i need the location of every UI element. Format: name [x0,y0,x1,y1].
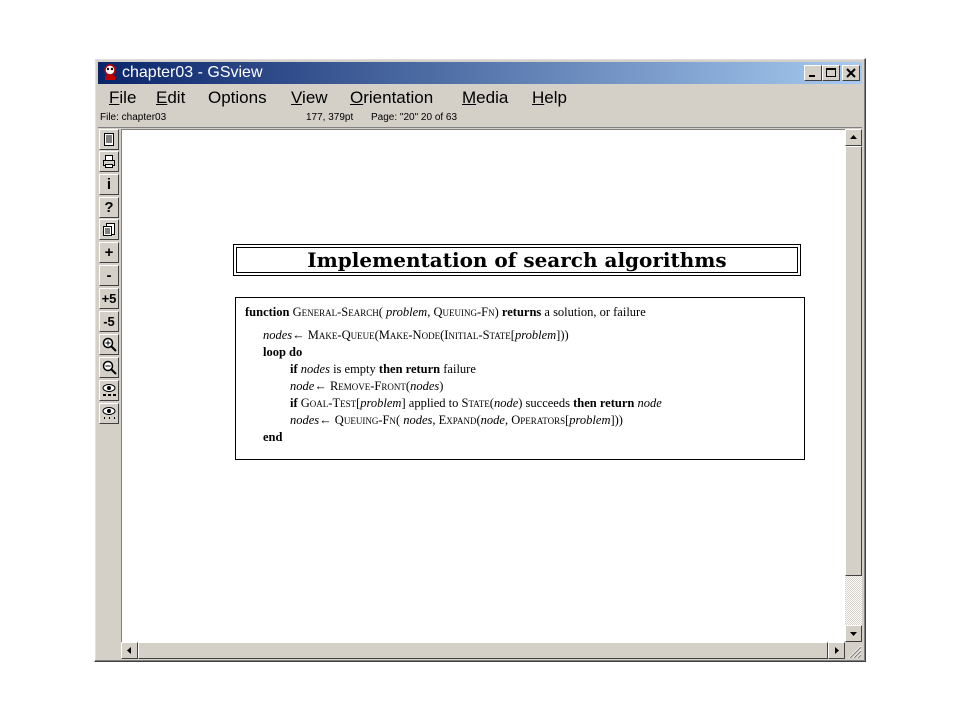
document-viewport[interactable] [121,129,845,642]
scroll-left-button[interactable] [121,642,138,659]
arrow-right-icon [829,643,844,658]
find-text-button[interactable] [99,380,119,401]
vertical-scrollbar[interactable] [845,129,862,642]
minus5-button[interactable]: -5 [99,311,119,332]
algo-line-8: end [263,430,283,444]
close-button[interactable] [842,65,860,81]
gsview-window [94,58,866,662]
status-file: File: chapter03 [100,112,167,123]
status-bar [98,112,862,126]
help-button[interactable]: ? [99,197,119,218]
find-next-button[interactable] [99,403,119,424]
algo-line-5: node← Remove-Front(nodes) [290,379,444,393]
algo-line-6: if Goal-Test[problem] applied to State(node) succeeds then return node [290,396,662,410]
scroll-right-button[interactable] [828,642,845,659]
vertical-scroll-thumb[interactable] [845,146,862,576]
zoom-out-icon [102,360,117,375]
arrow-down-icon [846,626,861,641]
title-bar[interactable] [98,62,862,84]
menu-file[interactable]: File [109,88,137,107]
menu-media[interactable]: Media [462,88,509,107]
button-bar [98,129,120,659]
next-page-button[interactable]: + [99,242,119,263]
algo-line-2: nodes← Make-Queue(Make-Node(Initial-State[problem])) [263,328,569,342]
zoom-out-button[interactable] [99,357,119,378]
horizontal-scrollbar[interactable] [121,642,845,659]
open-icon [102,132,116,147]
algo-line-4: if nodes is empty then return failure [290,362,476,376]
open-button[interactable] [99,129,119,150]
close-icon [843,66,859,80]
scroll-down-button[interactable] [845,625,862,642]
scroll-up-button[interactable] [845,129,862,146]
maximize-button[interactable] [822,65,840,81]
arrow-left-icon [122,643,137,658]
status-page: Page: "20" 20 of 63 [371,112,458,123]
size-grip[interactable] [845,642,862,659]
find-next-icon [102,406,117,421]
print-icon [102,154,116,169]
menu-help[interactable]: Help [532,88,567,107]
algo-line-1: function General-Search( problem, Queuing-Fn) returns a solution, or failure [245,305,646,319]
slide-title-box [233,244,801,276]
horizontal-scroll-thumb[interactable] [138,642,828,659]
status-coords: 177, 379pt [306,112,354,123]
print-button[interactable] [99,151,119,172]
minimize-icon [805,66,821,80]
info-button[interactable]: i [99,174,119,195]
algo-line-7: nodes← Queuing-Fn( nodes, Expand(node, Operators[problem])) [290,413,623,427]
window-title: chapter03 - GSview [122,64,263,81]
plus5-button[interactable]: +5 [99,288,119,309]
gsview-app-icon [102,64,118,81]
copy-icon [102,222,116,237]
menu-orientation[interactable]: Orientation [350,88,434,107]
copy-button[interactable] [99,219,119,240]
menu-bar [98,85,862,111]
resize-grip-icon [845,642,862,659]
menu-options[interactable]: Options [208,88,267,107]
arrow-up-icon [846,130,861,145]
status-separator [98,127,862,128]
find-text-icon [102,383,117,398]
zoom-in-button[interactable] [99,334,119,355]
prev-page-button[interactable]: - [99,265,119,286]
slide-title: Implementation of search algorithms [236,247,798,273]
algo-line-3: loop do [263,345,303,359]
minimize-button[interactable] [804,65,822,81]
menu-view[interactable]: View [291,88,328,107]
zoom-in-icon [102,337,117,352]
menu-edit[interactable]: Edit [156,88,186,107]
algorithm-box [235,297,805,460]
maximize-icon [823,66,839,80]
